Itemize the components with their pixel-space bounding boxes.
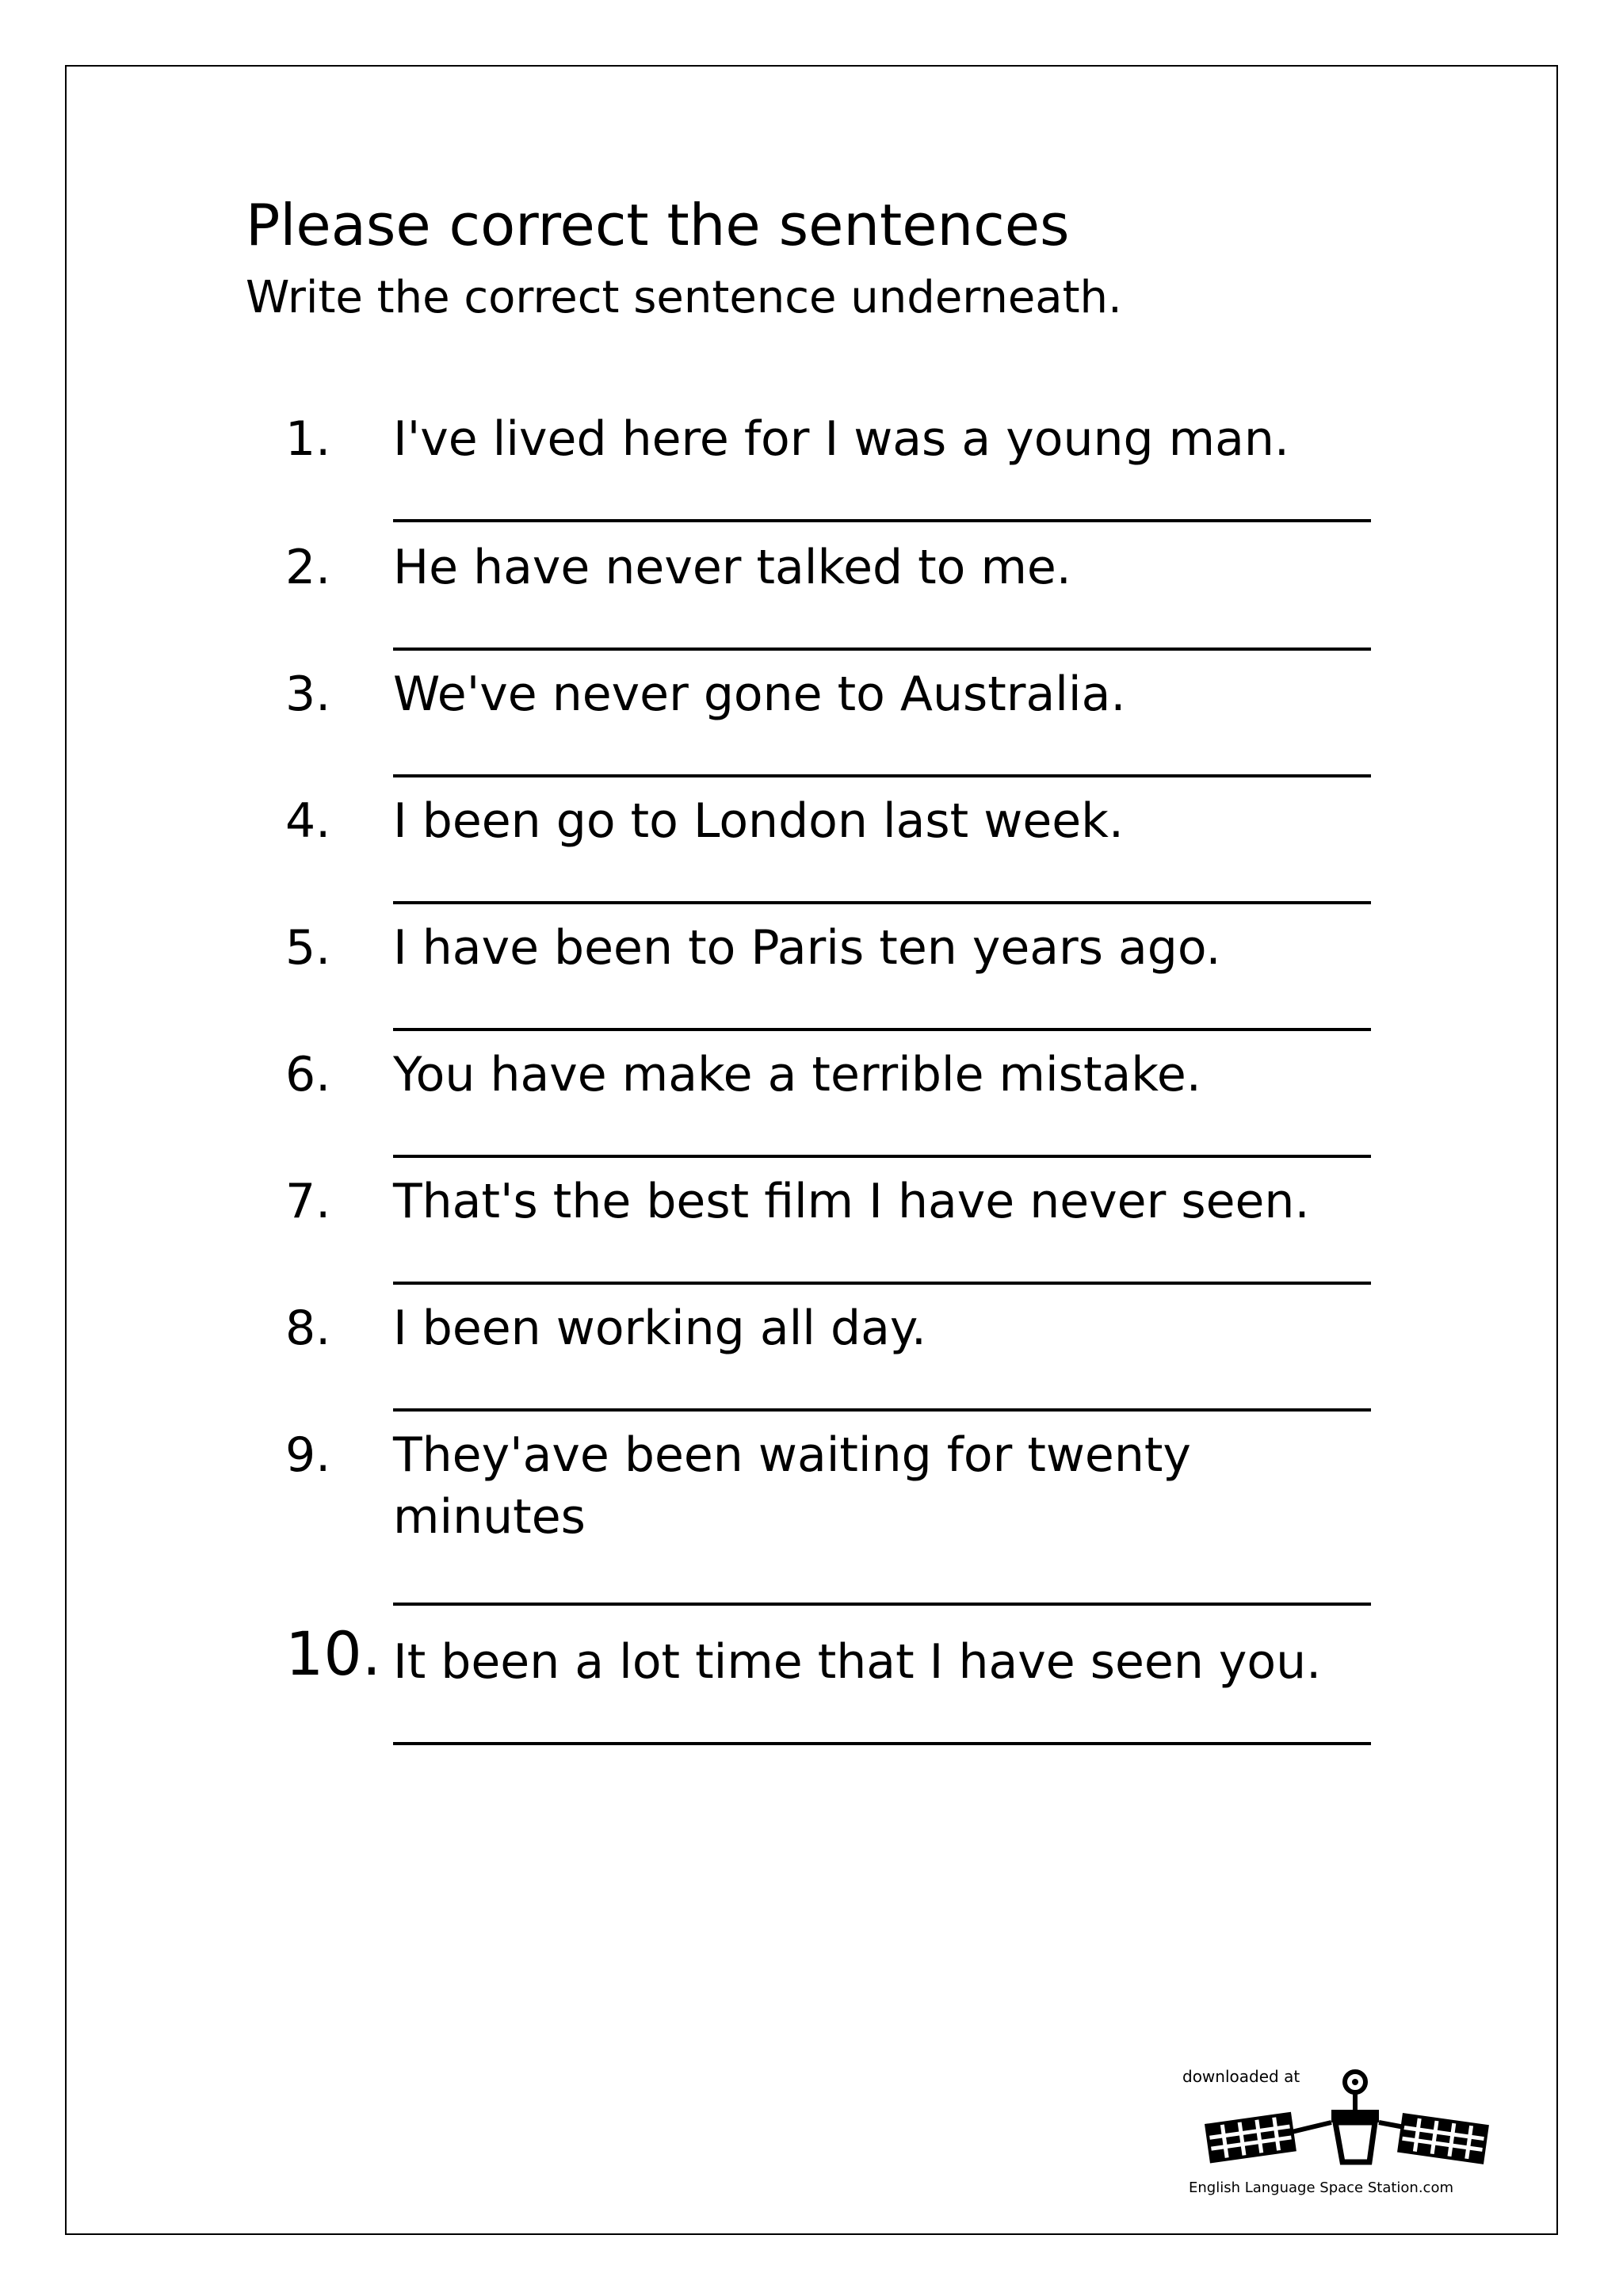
answer-line[interactable] — [393, 1742, 1371, 1745]
item-number: 9. — [285, 1427, 331, 1483]
item-sentence: I been working all day. — [393, 1301, 926, 1356]
item-sentence: They'ave been waiting for twenty minutes — [393, 1427, 1191, 1545]
item-sentence: He have never talked to me. — [393, 540, 1071, 595]
answer-line[interactable] — [393, 519, 1371, 522]
answer-line[interactable] — [393, 1028, 1371, 1031]
item-number: 8. — [285, 1301, 331, 1356]
item-number: 3. — [285, 667, 331, 722]
item-sentence: It been a lot time that I have seen you. — [393, 1634, 1322, 1690]
item-sentence: I've lived here for I was a young man. — [393, 411, 1289, 467]
space-station-icon — [1173, 2061, 1522, 2195]
site-logo — [1173, 2061, 1522, 2195]
answer-line[interactable] — [393, 648, 1371, 651]
logo-name: English Language Space Station.com — [1189, 2179, 1454, 2196]
item-number: 7. — [285, 1174, 331, 1229]
item-sentence: That's the best film I have never seen. — [393, 1174, 1310, 1229]
item-sentence: You have make a terrible mistake. — [393, 1047, 1201, 1102]
item-sentence: I been go to London last week. — [393, 793, 1124, 849]
answer-line[interactable] — [393, 1282, 1371, 1285]
page-subtitle: Write the correct sentence underneath. — [246, 272, 1122, 323]
item-number: 1. — [285, 411, 331, 467]
logo-caption: downloaded at — [1182, 2067, 1300, 2086]
item-number: 5. — [285, 920, 331, 976]
item-number: 6. — [285, 1047, 331, 1102]
page-frame — [65, 65, 1558, 2235]
answer-line[interactable] — [393, 1408, 1371, 1412]
item-sentence: We've never gone to Australia. — [393, 667, 1126, 722]
page-title: Please correct the sentences — [246, 192, 1070, 258]
answer-line[interactable] — [393, 901, 1371, 904]
answer-line[interactable] — [393, 774, 1371, 777]
item-number: 2. — [285, 540, 331, 595]
item-sentence: I have been to Paris ten years ago. — [393, 920, 1221, 976]
item-number: 10. — [285, 1618, 381, 1689]
item-number: 4. — [285, 793, 331, 849]
answer-line[interactable] — [393, 1603, 1371, 1606]
answer-line[interactable] — [393, 1155, 1371, 1158]
